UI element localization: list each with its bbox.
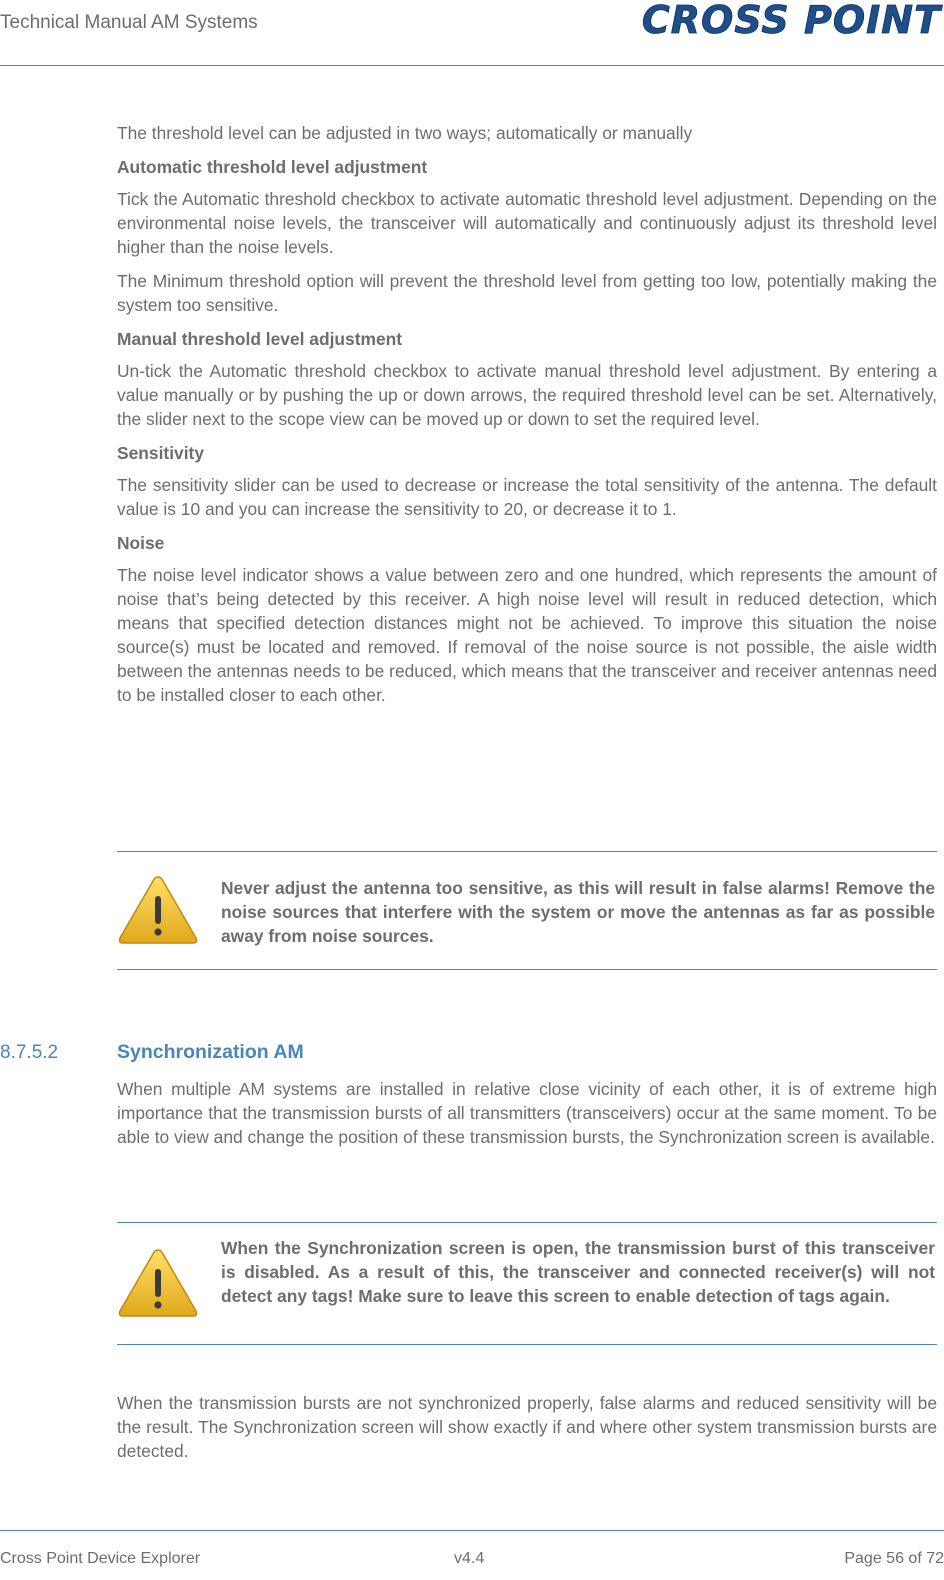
manual-threshold-heading: Manual threshold level adjustment [117, 329, 403, 349]
header-title: Technical Manual AM Systems [0, 12, 258, 33]
footer-left: Cross Point Device Explorer [0, 1550, 201, 1567]
closing-block [117, 1391, 937, 1463]
manual-threshold-paragraph: Un-tick the Automatic threshold checkbox to activate manual threshold level adjustment. By entering a value manually or by pushing the up or down arrows, the required threshold level can be set. Alternatively, the slider next to the scope view can be moved up or down to set the required level. [117, 361, 937, 429]
warning-box-2 [117, 1222, 937, 1345]
warning-box-1 [117, 851, 937, 970]
footer-rule [0, 1530, 944, 1531]
intro-paragraph: The threshold level can be adjusted in two ways; automatically or manually [117, 123, 693, 143]
svg-text:CROSS POINT: CROSS POINT [641, 0, 941, 42]
noise-heading: Noise [117, 533, 165, 553]
auto-threshold-heading: Automatic threshold level adjustment [117, 157, 428, 177]
noise-paragraph: The noise level indicator shows a value between zero and one hundred, which represents the amount of noise that’s being detected by this receiver. A high noise level will result in reduced detection, which means that specified detection distances might not be achieved. To improve this situation the noise source(s) must be located and removed. If removal of the noise source is not possible, the aisle width between the antennas needs to be reduced, which means that the transceiver and receiver antennas need to be installed closer to each other. [117, 565, 937, 705]
auto-threshold-paragraph-1: Tick the Automatic threshold checkbox to activate automatic threshold level adjustment. Depending on the environmental noise levels, the transceiver will automatically and continuously adjust its threshold level higher than the noise levels. [117, 189, 937, 257]
warning-text-1: Never adjust the antenna too sensitive, as this will result in false alarms! Remove the noise sources that interfere with the system or move the antennas as far as possible away from noise sources. [221, 878, 935, 946]
footer-version: v4.4 [454, 1550, 485, 1567]
sensitivity-paragraph: The sensitivity slider can be used to decrease or increase the total sensitivity of the antenna. The default value is 10 and you can increase the sensitivity to 20, or decrease it to 1. [117, 475, 937, 519]
header-rule [0, 65, 944, 66]
sync-intro-block [117, 1077, 937, 1149]
footer-page-number: Page 56 of 72 [844, 1550, 944, 1567]
sync-intro-paragraph: When multiple AM systems are installed in relative close vicinity of each other, it is of extreme high importance that the transmission bursts of all transmitters (transceivers) occur at the same moment. To be able to view and change the position of these transmission bursts, the Synchronization screen is available. [117, 1079, 937, 1147]
section-number: 8.7.5.2 [0, 1042, 59, 1063]
warning-icon [117, 1247, 199, 1319]
warning-icon [117, 874, 199, 946]
cross-point-logo [614, 0, 944, 42]
sensitivity-heading: Sensitivity [117, 443, 204, 463]
closing-paragraph: When the transmission bursts are not synchronized properly, false alarms and reduced sensitivity will be the result. The Synchronization screen will show exactly if and where other system transmission bursts are detected. [117, 1393, 937, 1461]
section-title: Synchronization AM [117, 1041, 304, 1063]
warning-text-2: When the Synchronization screen is open, the transmission burst of this transceiver is disabled. As a result of this, the transceiver and connected receiver(s) will not detect any tags! Make sure to leave this screen to enable detection of tags again. [221, 1238, 935, 1306]
main-content [117, 121, 937, 717]
auto-threshold-paragraph-2: The Minimum threshold option will prevent the threshold level from getting too low, potentially making the system too sensitive. [117, 271, 937, 315]
